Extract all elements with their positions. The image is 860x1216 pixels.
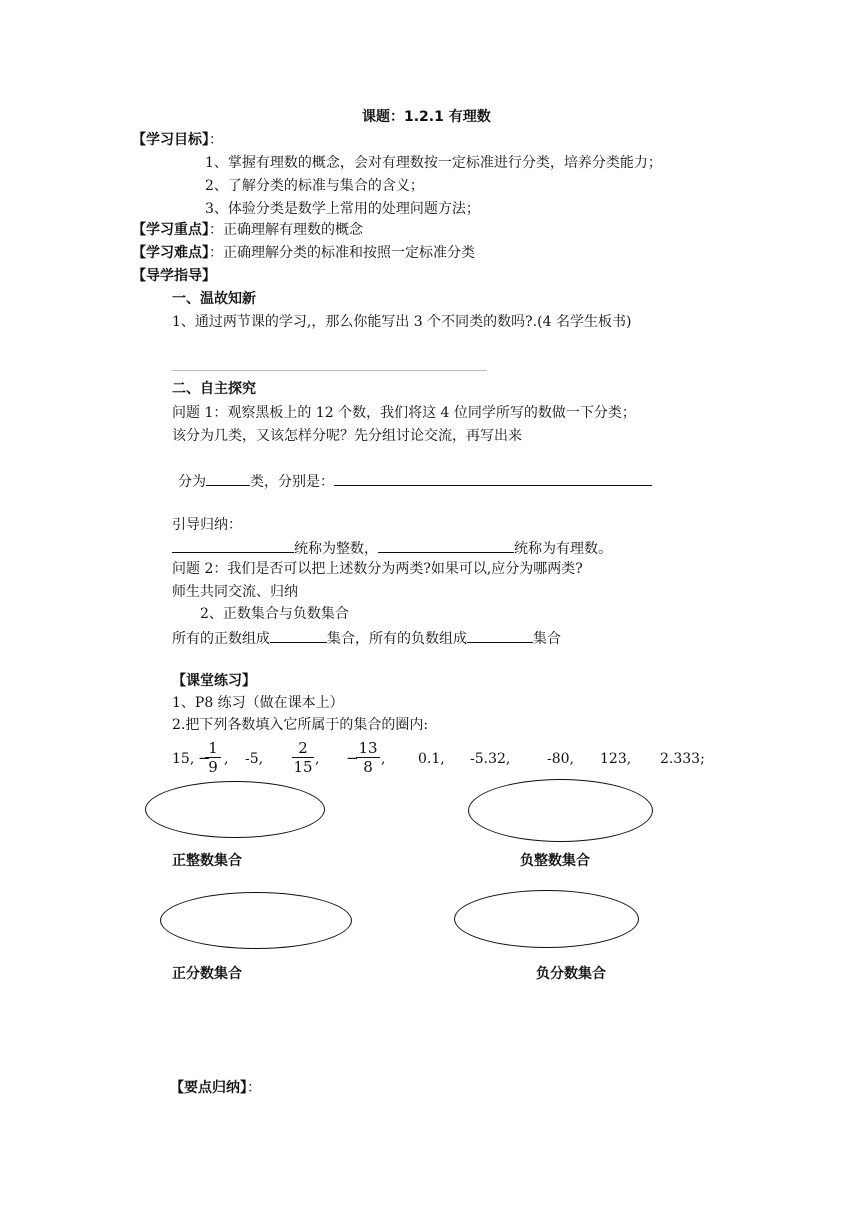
integer-text: 统称为整数， [294, 541, 378, 557]
rational-text: 统称为有理数。 [514, 541, 612, 557]
question-2: 问题 2：我们是否可以把上述数分为两类?如果可以,应分为哪两类? [172, 561, 583, 577]
fraction-3-sign: − [346, 749, 359, 767]
positive-integer-set-label: 正整数集合 [172, 853, 242, 869]
difficulty-row [132, 244, 475, 262]
discuss-text: 师生共同交流、归纳 [172, 584, 298, 600]
objectives-heading: 【学习目标】 [132, 132, 209, 148]
review-question: 1、通过两节课的学习,，那么你能写出 3 个不同类的数吗?.(4 名学生板书) [172, 314, 632, 330]
answer-line [172, 370, 487, 371]
number-neg5: -5, [245, 751, 264, 767]
summary-heading: 【要点归纳】 [170, 1080, 247, 1096]
negative-integer-set-label: 负整数集合 [520, 853, 590, 869]
class-count-blank[interactable] [206, 471, 250, 486]
fraction-3-numerator: 13 [356, 739, 380, 758]
sets-prefix: 所有的正数组成 [172, 631, 270, 647]
practice-item-1: 1、P8 练习（做在课本上） [172, 695, 344, 711]
difficulty-text: ：正确理解分类的标准和按照一定标准分类 [209, 245, 475, 261]
objective-3: 3、体验分类是数学上常用的处理问题方法； [205, 201, 480, 217]
fraction-3-denominator: 8 [363, 758, 373, 776]
positive-fraction-set-label: 正分数集合 [172, 966, 242, 982]
fraction-2-denominator: 15 [293, 758, 313, 776]
number-123: 123, [600, 751, 632, 767]
explore-heading: 二、自主探究 [172, 381, 256, 397]
number-neg5-32: -5.32, [470, 751, 511, 767]
divide-prefix: 分为 [178, 474, 206, 490]
negative-integer-set-circle[interactable] [468, 779, 653, 842]
fraction-1-denominator: 9 [208, 758, 218, 776]
objectives-heading-row [132, 131, 223, 149]
sets-row [172, 628, 561, 648]
positive-set-blank[interactable] [270, 628, 327, 643]
separator-3: , [381, 751, 386, 767]
fraction-2-numerator: 2 [292, 739, 314, 758]
fraction-1 [205, 739, 221, 776]
fraction-2 [292, 739, 314, 776]
rational-blank[interactable] [378, 538, 514, 553]
key-point-text: ：正确理解有理数的概念 [209, 222, 363, 238]
divide-mid: 类，分别是： [250, 474, 334, 490]
divide-row [178, 471, 652, 491]
negative-set-blank[interactable] [467, 628, 533, 643]
key-point-row [132, 221, 363, 239]
key-point-heading: 【学习重点】 [132, 222, 209, 238]
objective-2: 2、了解分类的标准与集合的含义； [205, 178, 424, 194]
fraction-1-numerator: 1 [205, 739, 221, 758]
objectives-colon: ： [209, 132, 223, 148]
induce-label: 引导归纳： [172, 517, 242, 533]
positive-integer-set-circle[interactable] [145, 781, 325, 838]
sets-suffix: 集合 [533, 631, 561, 647]
negative-fraction-set-circle[interactable] [454, 890, 639, 948]
separator-1: , [224, 751, 229, 767]
question-1-line-2: 该分为几类，又该怎样分呢？先分组讨论交流，再写出来 [172, 428, 522, 444]
sets-mid: 集合，所有的负数组成 [327, 631, 467, 647]
objective-1: 1、掌握有理数的概念，会对有理数按一定标准进行分类，培养分类能力； [205, 155, 662, 171]
separator-2: , [315, 751, 320, 767]
page-title: 课题：1.2.1 有理数 [362, 109, 491, 125]
number-15: 15, [172, 751, 195, 767]
number-neg80: -80, [547, 751, 574, 767]
difficulty-heading: 【学习难点】 [132, 245, 209, 261]
guide-heading: 【导学指导】 [132, 268, 216, 284]
question-1-line-1: 问题 1：观察黑板上的 12 个数，我们将这 4 位同学所写的数做一下分类； [172, 405, 636, 421]
review-heading: 一、温故知新 [172, 291, 256, 307]
fraction-3 [356, 739, 380, 776]
practice-heading: 【课堂练习】 [172, 673, 256, 689]
number-0-1: 0.1, [418, 751, 445, 767]
negative-fraction-set-label: 负分数集合 [536, 966, 606, 982]
integer-blank[interactable] [172, 538, 294, 553]
summary-colon: ： [247, 1080, 261, 1096]
summary-row [170, 1079, 261, 1097]
fraction-1-sign: − [198, 749, 211, 767]
sets-heading: 2、正数集合与负数集合 [200, 606, 349, 622]
positive-fraction-set-circle[interactable] [160, 892, 352, 949]
practice-item-2: 2.把下列各数填入它所属于的集合的圈内: [172, 717, 429, 733]
number-2-333: 2.333; [660, 751, 705, 767]
classes-blank[interactable] [334, 471, 652, 486]
induce-row [172, 538, 612, 558]
